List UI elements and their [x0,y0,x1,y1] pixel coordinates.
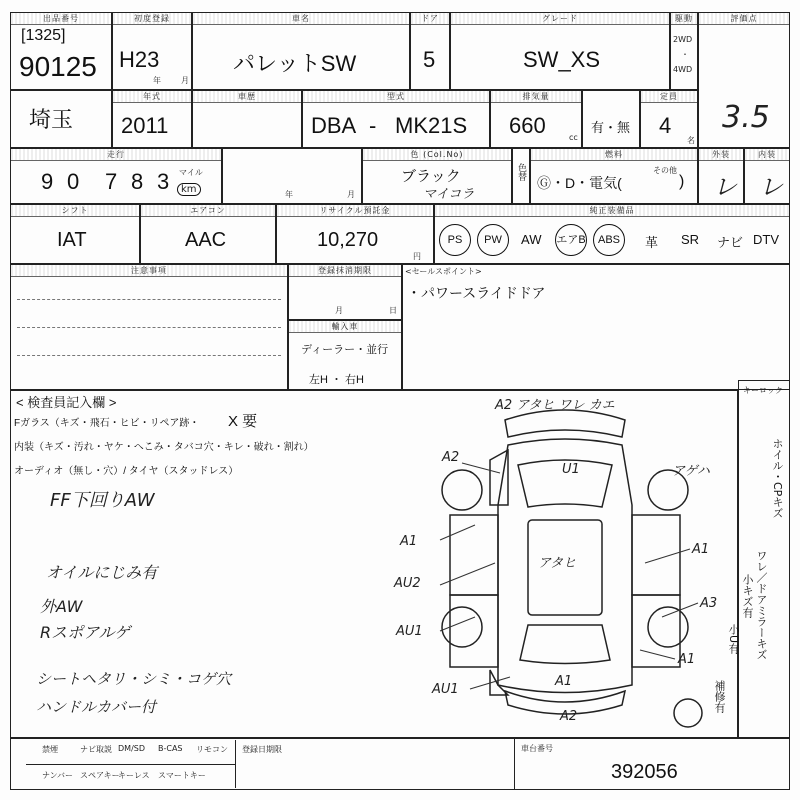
model-prefix: DBA [311,113,357,138]
fuel-header: 燃料 [531,149,697,161]
opt-smoke: 禁煙 [42,745,58,754]
door-left-front [450,515,498,595]
wheel-left-rear [442,607,482,647]
expiry-header: 登録抹消期限 [289,265,401,277]
location: 埼玉 [29,107,74,132]
equipment-cell [434,204,790,264]
inspection-cell [222,148,362,204]
capacity-header: 定員 [641,91,697,103]
opt-navi-manual: ナビ取説 [80,745,112,754]
mileage-digit-5: 3 [157,169,170,194]
inspection-month-unit: 月 [347,190,355,199]
spare-tire [674,699,702,727]
notes-cell [10,264,288,390]
mileage-mile: マイル [179,168,203,177]
lot-code: [1325] [21,27,66,44]
car-name-cell [192,12,410,90]
interior-header: 内装 [745,149,789,161]
footer-divider [26,764,236,765]
load-cell [582,90,640,148]
inspector-note-2: オイルにじみ有 [46,563,158,582]
car-damage-diagram [394,395,730,735]
import-handle: 左H ・ 右H [309,374,364,386]
drive-cell [670,12,698,90]
expiry-day: 日 [389,306,397,315]
recycle-unit: 円 [413,252,421,261]
lot-header: 出品番号 [11,13,111,25]
interior-line: 内装（キズ・汚れ・ヤケ・へこみ・タバコ穴・キレ・破れ・割れ） [14,442,314,453]
equip-pw: PW [477,224,509,256]
shift-header: シフト [11,205,139,217]
wheel-right-rear [648,607,688,647]
year-header: 年式 [113,91,191,103]
opt-keyless: キーレス [118,771,150,780]
year-cell [112,90,192,148]
doors: 5 [423,47,436,72]
sales-header: <セールスポイント> [405,267,482,276]
lot-number: 90125 [19,51,97,82]
equip-navi: ナビ [717,235,744,250]
inspector-note-3: 外AW [40,597,83,616]
mileage-cell [10,148,222,204]
mark-a2-left: A2 [442,450,460,465]
mark-au1-left: AU1 [396,624,423,639]
aircon-header: エアコン [141,205,275,217]
key-label: キーロック [743,386,783,395]
drive-4wd: 4WD [673,65,693,74]
first-reg-value: H23 [119,47,160,72]
inspector-title: < 検査員記入欄 > [16,395,117,410]
opt-remote: リモコン [196,745,228,754]
car-name: パレットSW [233,51,357,76]
equip-ps: PS [439,224,471,256]
score-header: 評価点 [699,13,789,25]
mileage-digit-1: 9 [41,169,54,194]
color-handwritten: マイコラ [423,187,475,202]
fuel-other: その他 [653,166,677,175]
expiry-month: 月 [335,306,343,315]
color-printed: ブラック [401,168,461,185]
first-reg-year-unit: 年 [153,76,161,85]
door-left-rear [450,595,498,667]
recycle-cell [276,204,434,264]
model-code: MK21S [395,113,468,138]
notes-line-1 [17,299,281,300]
fuel-close: ) [679,173,685,190]
equip-abs: ABS [593,224,625,256]
mark-a1-right: A1 [692,542,710,557]
remark-col-4: 小U有 [727,624,740,655]
mark-a1-low: A1 [678,652,696,667]
notes-line-3 [17,355,281,356]
exterior-cell [698,148,744,204]
capacity-cell [640,90,698,148]
score: 3.5 [722,100,770,135]
mark-au2: AU2 [394,576,421,591]
fuel-cell [530,148,698,204]
inspection-year-unit: 年 [285,190,293,199]
mark-u1: U1 [562,462,580,477]
fuel-options: Ⓖ・D・電気( [537,175,622,191]
mileage-digit-4: 8 [131,169,144,194]
import-cell [288,320,402,390]
wheel-left-front [442,470,482,510]
chassis-label: 車台番号 [521,744,553,753]
displacement: 660 [509,113,546,138]
import-dealer: ディーラー・並行 [301,344,389,356]
remark-col-1: ホイル・CPキズ [771,438,784,519]
mark-a1-bottom: A1 [555,674,573,689]
interior-cell [744,148,790,204]
equip-airbag: エアB [555,224,587,256]
opt-dm: DM/SD [118,744,145,753]
color-header: 色 (Col.No) [363,149,511,161]
grade-cell [450,12,670,90]
drive-sep: ・ [681,50,689,59]
opt-plate: ナンバー [42,771,74,780]
shift-cell [10,204,140,264]
rear-window [520,625,610,664]
chassis-cell [514,738,790,790]
inspector-note-4: Rスポアルゲ [40,623,131,642]
first-reg-header: 初度登録 [113,13,191,25]
model-header: 型式 [303,91,489,103]
equipment-header: 純正装備品 [435,205,789,217]
interior-score: レ [759,173,783,201]
audio-line: オーディオ（無し・穴）/ タイヤ（スタッドレス） [14,466,239,477]
grade-header: グレード [451,13,669,25]
mileage-km: km [177,183,201,196]
grade: SW_XS [523,47,601,72]
capacity: 4 [659,113,672,138]
capacity-unit: 名 [687,136,695,145]
glass-line: Fガラス（キズ・飛石・ヒビ・リペア跡・ [14,418,200,429]
lot-cell [10,12,112,90]
year: 2011 [121,113,169,138]
model-dash: - [369,113,377,138]
equip-aw: AW [521,232,542,247]
recycle-header: リサイクル預託金 [277,205,433,217]
aircon-cell [140,204,276,264]
notes-line-2 [17,327,281,328]
vehicle-cell [192,90,302,148]
inspector-note-5: シートヘタリ・シミ・コゲ穴 [36,670,232,688]
expiry-cell [288,264,402,320]
drive-header: 駆動 [671,13,697,25]
door-right-front [632,515,680,595]
equip-sr: SR [681,232,700,247]
displacement-unit: cc [569,133,578,142]
vehicle-header: 車歴 [193,91,301,103]
opt-smart-key: スマートキー [158,771,206,780]
color-cell [362,148,512,204]
first-reg-month-unit: 月 [181,76,189,85]
front-bumper [505,410,625,437]
equip-dtv: DTV [753,232,779,247]
mileage-digit-2: 0 [67,169,80,194]
car-name-header: 車名 [193,13,409,25]
reg-label: 登録日期限 [242,745,282,754]
remark-col-2: ワレ／ドアミラーキズ [755,550,768,660]
recycle: 10,270 [317,229,379,251]
opt-spare-key: スペアキー [80,771,120,780]
mark-a1-left: A1 [400,534,418,549]
doors-cell [410,12,450,90]
mark-a2-bottom: A2 [560,709,578,724]
mark-a3: A3 [700,596,718,611]
location-cell [10,90,112,148]
first-reg-cell [112,12,192,90]
chassis-number: 392056 [611,761,678,783]
inspector-note-1: FF下回りAW [50,490,155,511]
displacement-cell [490,90,582,148]
color-change-cell [512,148,530,204]
mark-agehi: アゲハ [672,464,710,479]
sales-cell [402,264,790,390]
doors-header: ドア [411,13,449,25]
remark-col-5: 補修有 [713,680,726,713]
model-cell [302,90,490,148]
sales-point: ・パワースライドドア [407,285,546,301]
drive-2wd: 2WD [673,35,693,44]
aircon: AAC [185,229,227,251]
color-change-label: 色替 [516,163,526,181]
remark-col-3: 小キズ有 [741,574,754,618]
door-right-rear [632,595,680,667]
equip-leather: 革 [645,235,659,250]
exterior-score: レ [713,173,737,201]
mileage-header: 走行 [11,149,221,161]
exterior-header: 外装 [699,149,743,161]
load-options: 有・無 [591,120,631,135]
notes-header: 注意事項 [11,265,287,277]
import-header: 輸入車 [289,321,401,333]
mark-au1-low: AU1 [432,682,459,697]
glass-mark: X 要 [228,413,258,430]
displacement-header: 排気量 [491,91,581,103]
mark-top: A2 アタヒ ワレ カエ [495,398,615,413]
shift: IAT [57,229,87,251]
opt-bcas: B-CAS [158,744,183,753]
inspector-note-6: ハンドルカバー付 [36,698,157,716]
mark-roof: アタヒ [538,556,577,571]
mileage-digit-3: 7 [105,169,118,194]
